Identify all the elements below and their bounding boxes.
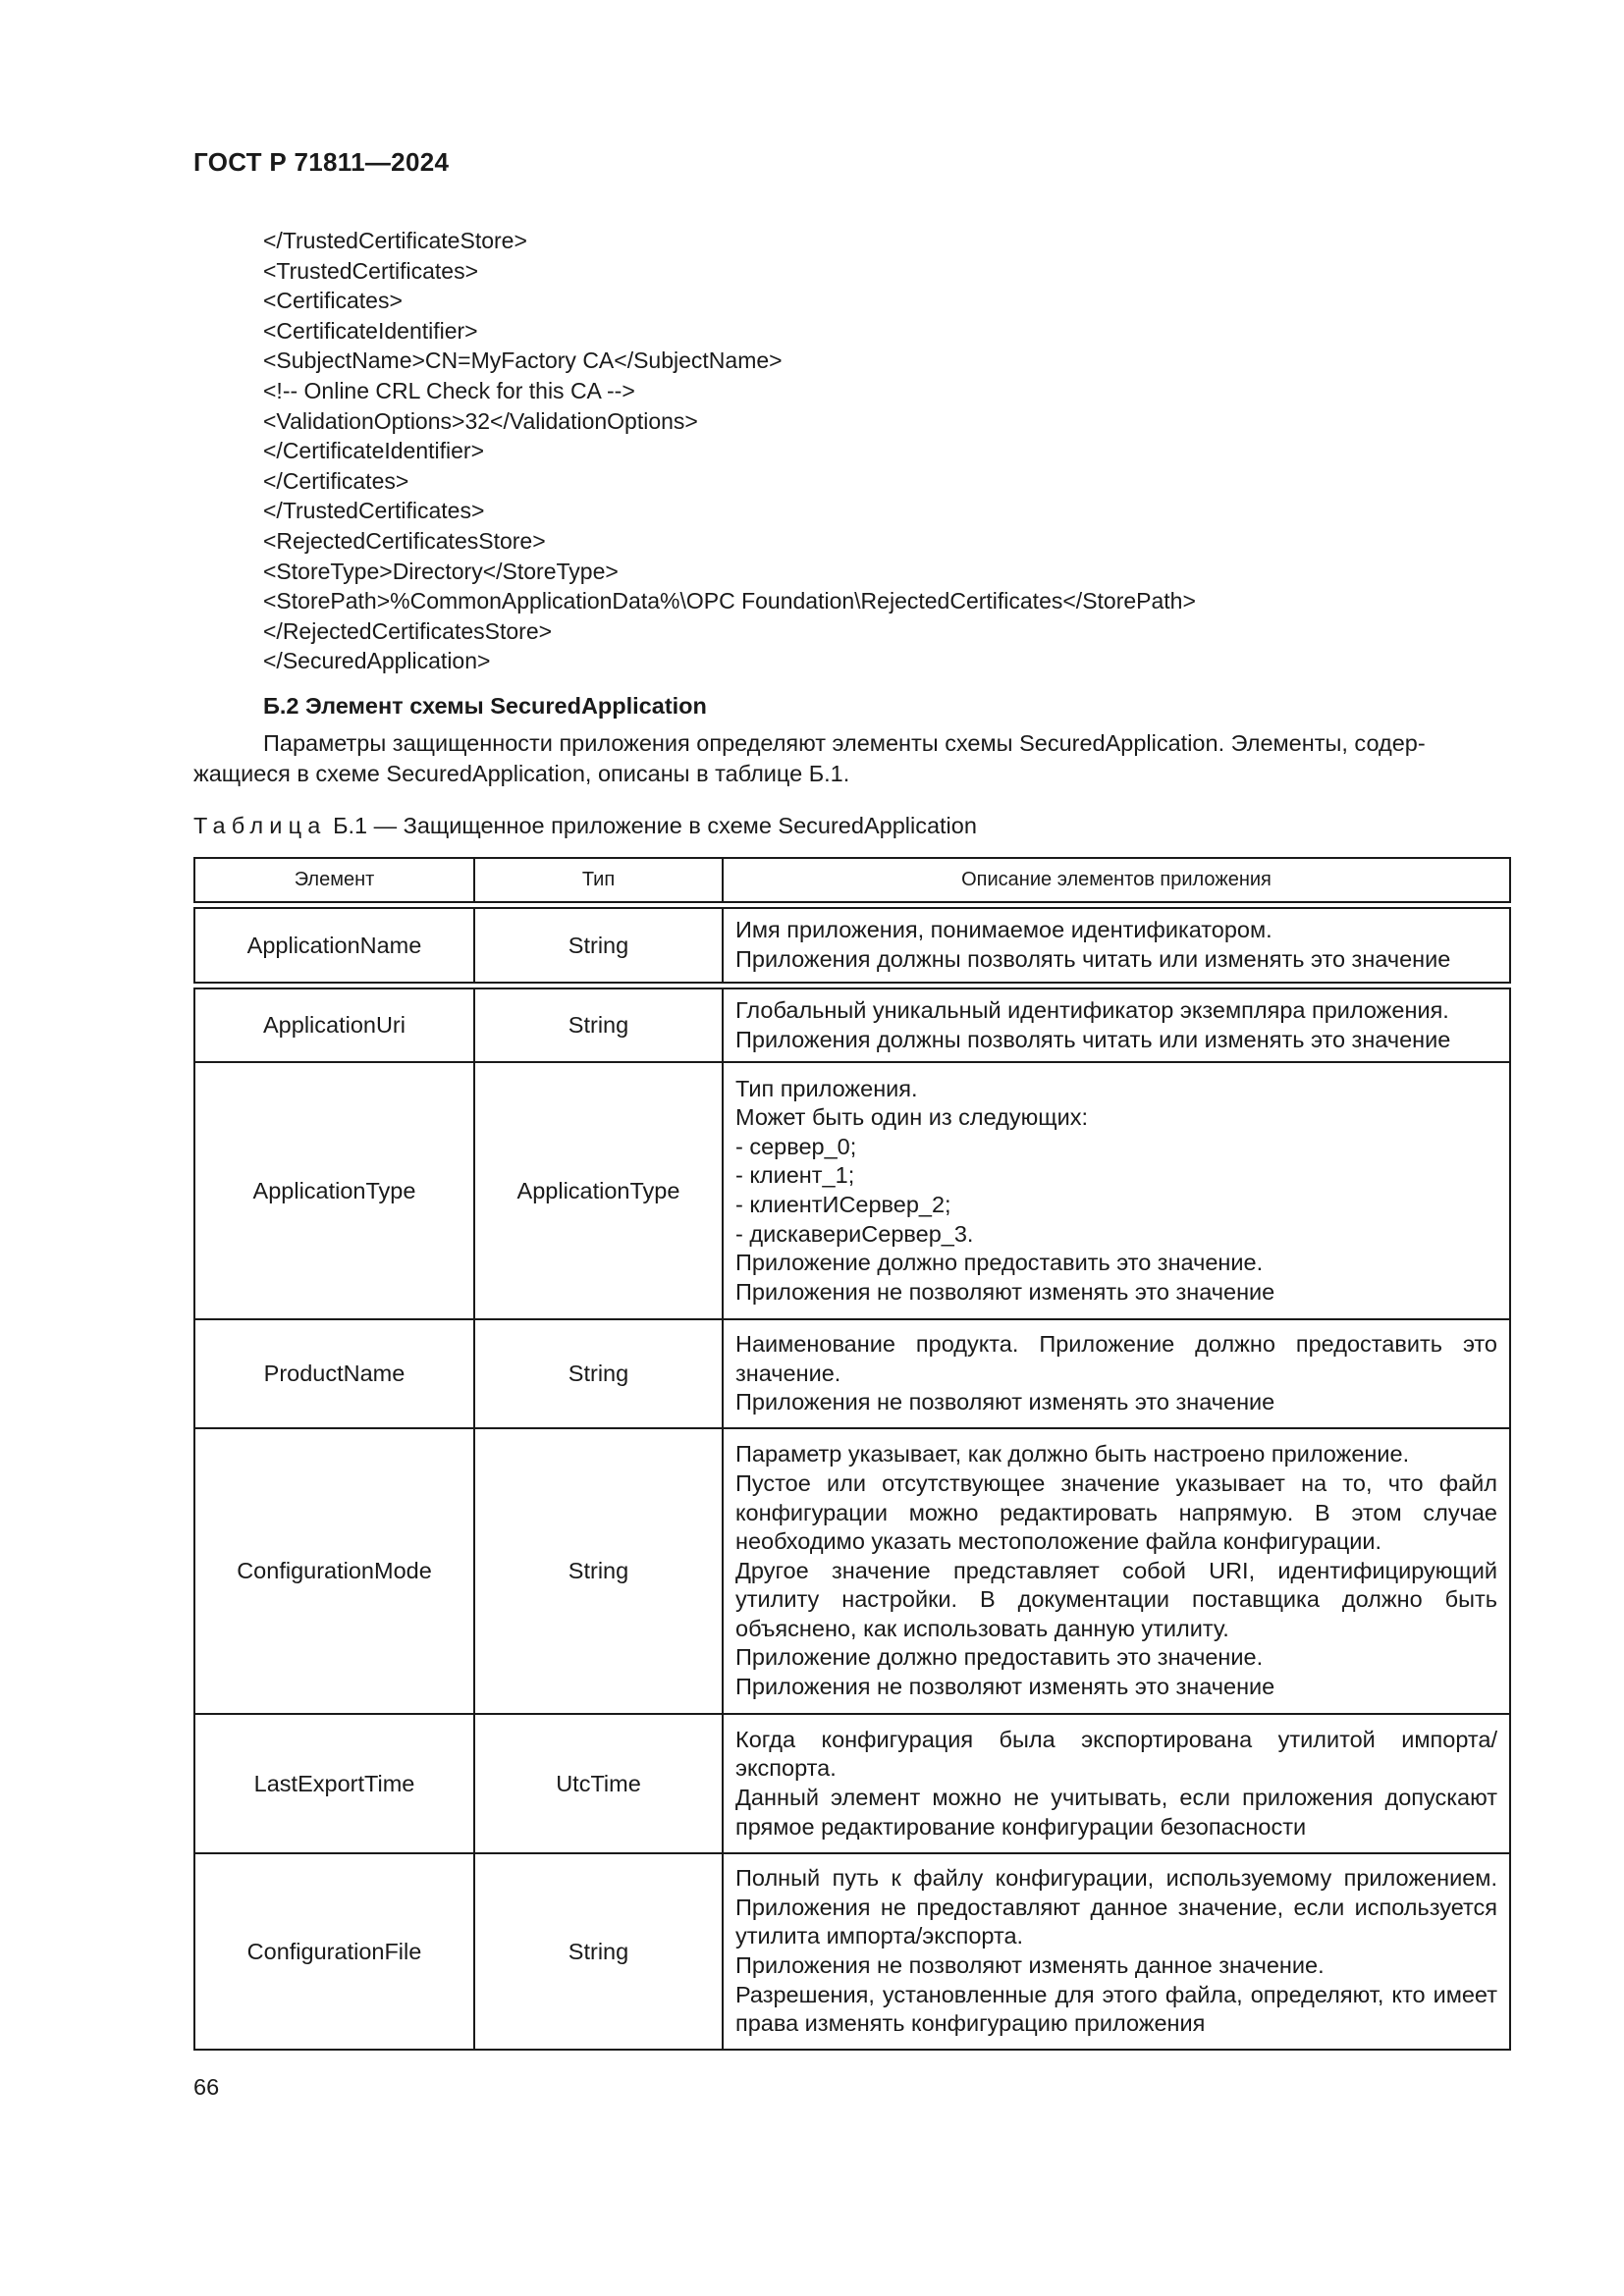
code-line: <ValidationOptions>32</ValidationOptions> — [263, 407, 698, 434]
cell-type: String — [474, 1853, 723, 2050]
cell-description: Когда конфигурация была экспортирована утилитой импорта/экспорта. Данный элемент можно не учитывать, если приложения допускают прямое редактирование конфигурации безопасности — [723, 1714, 1510, 1853]
paragraph-line-2: жащиеся в схеме SecuredApplication, описаны в таблице Б.1. — [193, 760, 850, 786]
code-line: <Certificates> — [263, 288, 403, 314]
cell-element: ApplicationType — [194, 1062, 474, 1319]
xml-code-block — [263, 226, 1540, 676]
cell-element: ApplicationName — [194, 908, 474, 983]
cell-element: ConfigurationFile — [194, 1853, 474, 2050]
caption-text: Б.1 — Защищенное приложение в схеме SecuredApplication — [333, 813, 977, 838]
table-row — [194, 1319, 1510, 1428]
header-type: Тип — [474, 858, 723, 902]
cell-element: ProductName — [194, 1319, 474, 1428]
cell-description: Параметр указывает, как должно быть настроено приложение. Пустое или отсутствующее значение указывает на то, что файл конфигурации можно редактировать напрямую. В этом случае необходимо указать местоположение файла конфигурации. Другое значение представляет собой URI, идентифицирующий утилиту настройки. В документации поставщика должно быть объяснено, как использовать данную утилиту. Приложение должно предоставить это значение. Приложения не позволяют изменять это значение — [723, 1428, 1510, 1714]
table-row — [194, 1428, 1510, 1714]
caption-label: Таблица — [193, 813, 327, 838]
code-line: <StorePath>%CommonApplicationData%\OPC Foundation\RejectedCertificates</StorePath> — [263, 588, 1196, 614]
cell-element: ConfigurationMode — [194, 1428, 474, 1714]
code-line: </SecuredApplication> — [263, 648, 491, 674]
table-row — [194, 988, 1510, 1062]
paragraph-line-1: Параметры защищенности приложения определяют элементы схемы SecuredApplication. Элементы, содер- — [263, 730, 1426, 756]
table-caption — [193, 813, 977, 839]
code-line: </TrustedCertificates> — [263, 498, 485, 524]
code-line: </CertificateIdentifier> — [263, 438, 485, 464]
cell-type: String — [474, 1428, 723, 1714]
table-row — [194, 1853, 1510, 2050]
cell-description: Наименование продукта. Приложение должно предоставить это значение. Приложения не позволяют изменять это значение — [723, 1319, 1510, 1428]
code-line: <StoreType>Directory</StoreType> — [263, 558, 619, 584]
cell-type: ApplicationType — [474, 1062, 723, 1319]
code-line: </Certificates> — [263, 467, 409, 494]
cell-element: ApplicationUri — [194, 988, 474, 1062]
cell-description: Глобальный уникальный идентификатор экземпляра приложения. Приложения должны позволять читать или изменять это значение — [723, 988, 1510, 1062]
code-line: </TrustedCertificateStore> — [263, 228, 527, 253]
cell-description: Тип приложения. Может быть один из следующих: - сервер_0; - клиент_1; - клиентИСервер_2; - дискавериСервер_3. Приложение должно предоставить это значение. Приложения не позволяют изменять это значение — [723, 1062, 1510, 1319]
page-number: 66 — [193, 2074, 220, 2100]
code-line: <CertificateIdentifier> — [263, 317, 478, 344]
header-description: Описание элементов приложения — [723, 858, 1510, 902]
section-paragraph — [193, 728, 1509, 788]
elements-table — [193, 857, 1511, 2051]
cell-description: Имя приложения, понимаемое идентификатором. Приложения должны позволять читать или изменять это значение — [723, 908, 1510, 983]
cell-type: UtcTime — [474, 1714, 723, 1853]
code-line: </RejectedCertificatesStore> — [263, 617, 553, 644]
table-row — [194, 908, 1510, 983]
code-line: <TrustedCertificates> — [263, 257, 479, 284]
cell-type: String — [474, 908, 723, 983]
cell-type: String — [474, 988, 723, 1062]
cell-type: String — [474, 1319, 723, 1428]
header-element: Элемент — [194, 858, 474, 902]
code-line: <SubjectName>CN=MyFactory CA</SubjectName> — [263, 347, 783, 374]
code-line: <RejectedCertificatesStore> — [263, 527, 546, 554]
table-row — [194, 1714, 1510, 1853]
cell-description: Полный путь к файлу конфигурации, используемому приложением. Приложения не предоставляют данное значение, если используется утилита импорта/экспорта. Приложения не позволяют изменять данное значение. Разрешения, установленные для этого файла, определяют, кто имеет права изменять конфигурацию приложения — [723, 1853, 1510, 2050]
table-header-row — [194, 858, 1510, 902]
table-row — [194, 1062, 1510, 1319]
document-header: ГОСТ Р 71811—2024 — [193, 147, 450, 177]
cell-element: LastExportTime — [194, 1714, 474, 1853]
code-line: <!-- Online CRL Check for this CA --> — [263, 377, 635, 403]
section-title: Б.2 Элемент схемы SecuredApplication — [263, 693, 707, 719]
